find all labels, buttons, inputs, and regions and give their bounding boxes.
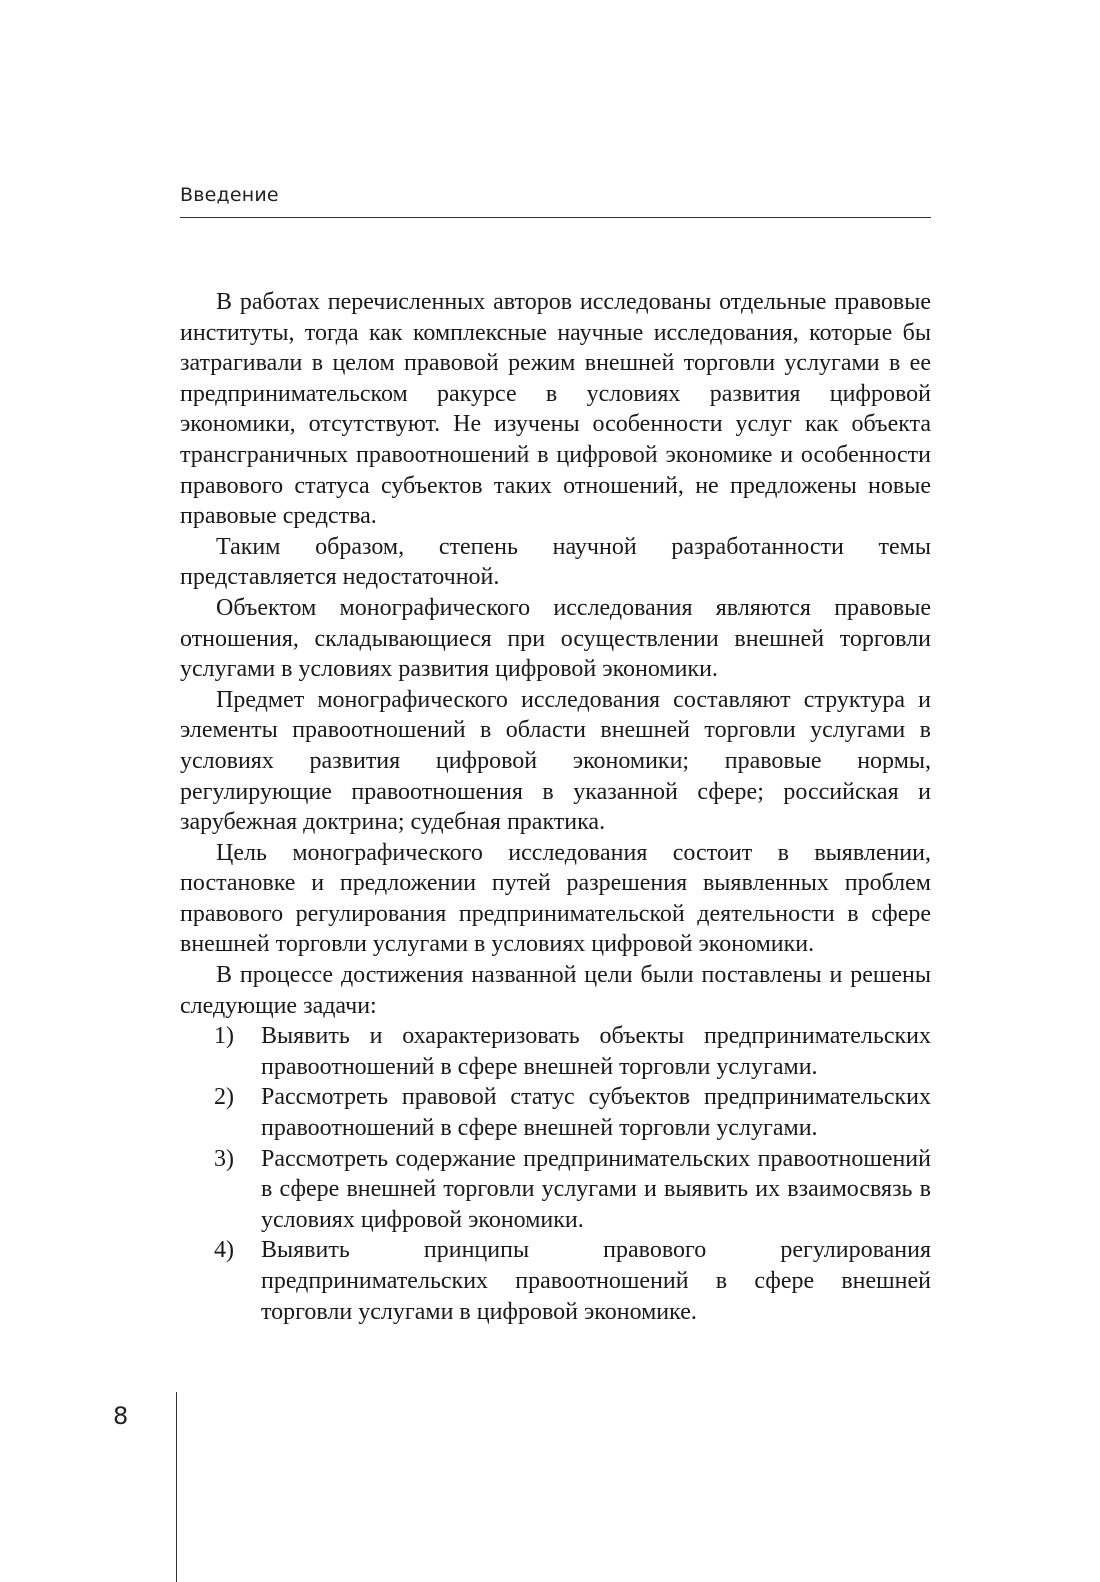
paragraph-research-gap: В работах перечисленных авторов исследованы отдельные правовые институты, тогда как комплексные научные исследования, которые бы затрагивали в целом правовой режим внешней торговли услугами в ее предпринимательском ракурсе в условиях развития цифровой экономики, отсутствуют. Не изучены особенности услуг как объекта трансграничных правоотношений в цифровой экономике и особенности правового статуса субъектов таких отношений, не предложены новые правовые средства.: [180, 289, 931, 530]
paragraph-research-subject: Предмет монографического исследования составляют структура и элементы правоотношений в области внешней торговли услугами в условиях развития цифровой экономики; правовые нормы, регулирующие правоотношения в указанной сфере; российская и зарубежная доктрина; судебная практика.: [180, 686, 931, 836]
body-text: [180, 287, 931, 1327]
task-list: [180, 1021, 931, 1327]
task-number: 3): [214, 1145, 234, 1172]
task-item: [180, 1021, 931, 1082]
page-number: 8: [113, 1402, 129, 1430]
task-item: [180, 1235, 931, 1327]
task-text: Рассмотреть правовой статус субъектов предпринимательских правоотношений в сфере внешней торговли услугами.: [261, 1084, 931, 1142]
task-text: Выявить принципы правового регулирования предпринимательских правоотношений в сфере внешней торговли услугами в цифровой экономике.: [261, 1237, 931, 1325]
paragraph-tasks-intro: В процессе достижения названной цели были поставлены и решены следующие задачи:: [180, 962, 931, 1019]
task-text: Выявить и охарактеризовать объекты предпринимательских правоотношений в сфере внешней торговли услугами.: [261, 1023, 931, 1080]
paragraph-research-goal: Цель монографического исследования состоит в выявлении, постановке и предложении путей разрешения выявленных проблем правового регулирования предпринимательской деятельности в сфере внешней торговли услугами в условиях цифровой экономики.: [180, 839, 931, 958]
running-head-title: Введение: [180, 184, 279, 206]
paragraph-research-object: Объектом монографического исследования являются правовые отношения, складывающиеся при осуществлении внешней торговли услугами в условиях развития цифровой экономики.: [180, 594, 931, 683]
paragraph-elaboration-degree: Таким образом, степень научной разработанности темы представляется недостаточной.: [180, 533, 931, 591]
task-number: 4): [214, 1237, 234, 1264]
footer-margin-rule: [176, 1392, 177, 1582]
header-rule: [180, 217, 931, 218]
task-number: 1): [214, 1023, 234, 1050]
task-text: Рассмотреть содержание предпринимательских правоотношений в сфере внешней торговли услугами и выявить их взаимосвязь в условиях цифровой экономики.: [261, 1145, 931, 1233]
task-item: [180, 1082, 931, 1143]
task-number: 2): [214, 1084, 234, 1111]
task-item: [180, 1144, 931, 1236]
